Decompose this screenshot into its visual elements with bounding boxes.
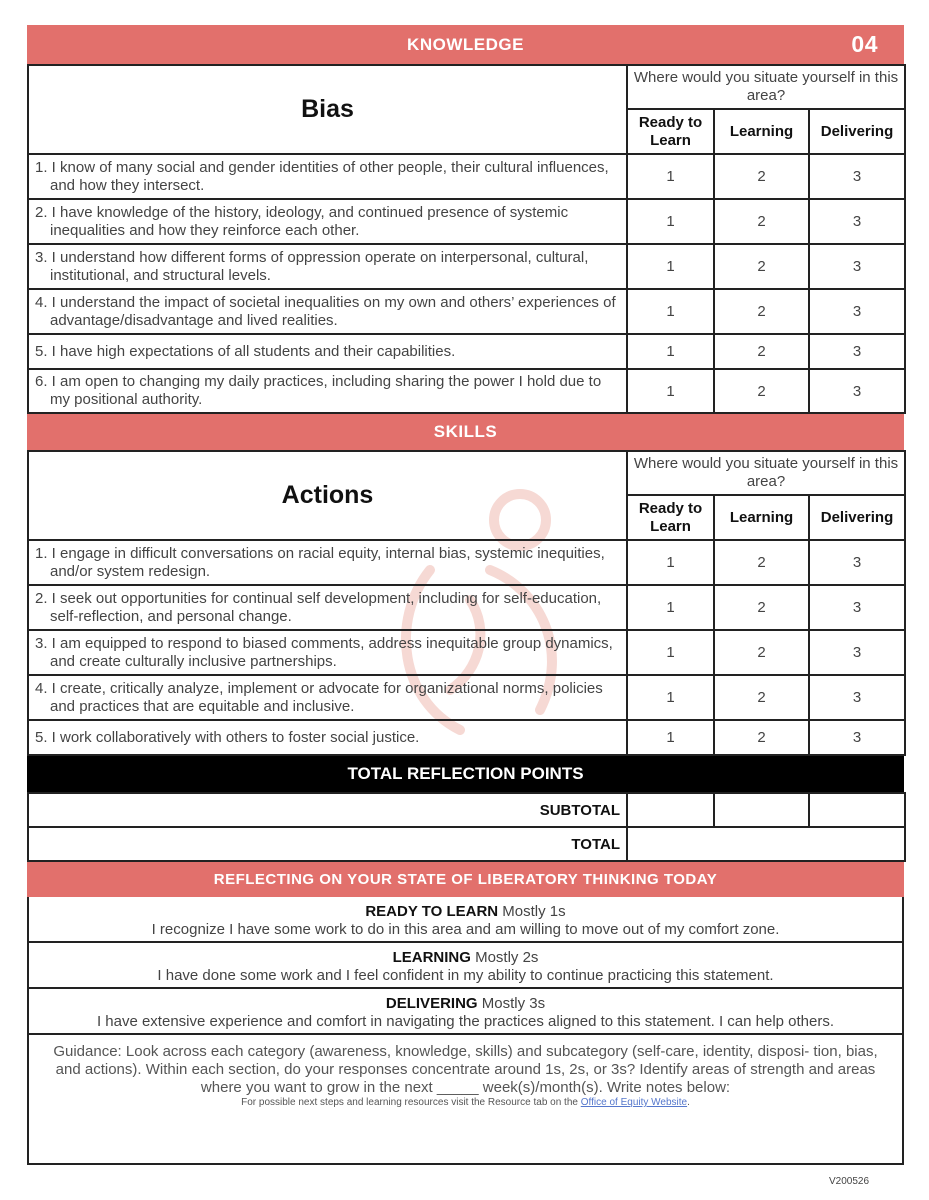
table-row [28, 720, 905, 755]
actions-table [27, 450, 906, 756]
actions-statement-1: 1. I engage in difficult conversations on racial equity, internal bias, systemic inequities, and/or system redesign. [35, 544, 605, 580]
level-name: READY TO LEARN [365, 903, 499, 920]
score-option-2[interactable]: 2 [714, 154, 809, 199]
score-option-1[interactable]: 1 [627, 244, 714, 289]
total-reflection-title: TOTAL REFLECTION POINTS [347, 764, 584, 783]
score-option-2[interactable]: 2 [714, 289, 809, 334]
subtotal-learning-field[interactable] [714, 793, 809, 827]
score-option-2[interactable]: 2 [714, 244, 809, 289]
actions-statement-5: 5. I work collaboratively with others to foster social justice. [35, 728, 420, 746]
resources-line [43, 1097, 888, 1109]
totals-table [27, 792, 906, 862]
level-delivering [29, 989, 902, 1035]
actions-question: Where would you situate yourself in this area? [627, 451, 905, 495]
actions-statement-2: 2. I seek out opportunities for continual self development, including for self-education, self-reflection, and personal change. [35, 589, 602, 625]
actions-col-ready: Ready to Learn [627, 495, 714, 540]
table-row [28, 199, 905, 244]
score-option-3[interactable]: 3 [809, 244, 905, 289]
knowledge-header-bar [27, 25, 904, 64]
reflecting-header-bar [27, 862, 904, 897]
bias-question: Where would you situate yourself in this area? [627, 65, 905, 109]
score-option-2[interactable]: 2 [714, 630, 809, 675]
bias-col-learning: Learning [714, 109, 809, 154]
bias-col-delivering: Delivering [809, 109, 905, 154]
resources-end: . [687, 1097, 690, 1108]
bias-col-ready: Ready to Learn [627, 109, 714, 154]
level-name: DELIVERING [385, 995, 478, 1012]
actions-col-delivering: Delivering [809, 495, 905, 540]
bias-statement-1: 1. I know of many social and gender identities of other people, their cultural influences, and how they intersect. [35, 158, 609, 194]
total-reflection-points-bar [27, 756, 904, 792]
total-field[interactable] [627, 827, 905, 861]
table-row [28, 585, 905, 630]
level-name: LEARNING [392, 949, 471, 966]
guidance-notes-area[interactable] [29, 1035, 902, 1163]
subtotal-label: SUBTOTAL [28, 793, 627, 827]
score-option-1[interactable]: 1 [627, 585, 714, 630]
total-label: TOTAL [28, 827, 627, 861]
knowledge-section-title: KNOWLEDGE [407, 35, 524, 54]
table-row [28, 630, 905, 675]
score-option-1[interactable]: 1 [627, 289, 714, 334]
score-option-2[interactable]: 2 [714, 720, 809, 755]
bias-statement-2: 2. I have knowledge of the history, ideology, and continued presence of systemic inequalities and how they reinforce each other. [35, 203, 569, 239]
level-range: Mostly 1s [502, 903, 566, 920]
skills-section-title: SKILLS [433, 422, 498, 441]
score-option-1[interactable]: 1 [627, 334, 714, 369]
table-row [28, 289, 905, 334]
score-option-3[interactable]: 3 [809, 289, 905, 334]
table-row [28, 369, 905, 413]
score-option-1[interactable]: 1 [627, 154, 714, 199]
score-option-2[interactable]: 2 [714, 675, 809, 720]
level-description: I have done some work and I feel confident in my ability to continue practicing this statement. [157, 967, 774, 984]
resources-text: For possible next steps and learning resources visit the Resource tab on the [241, 1097, 578, 1108]
score-option-3[interactable]: 3 [809, 630, 905, 675]
reflecting-title: REFLECTING ON YOUR STATE OF LIBERATORY THINKING TODAY [213, 871, 718, 888]
bias-category-title: Bias [28, 65, 627, 154]
actions-statement-4: 4. I create, critically analyze, implement or advocate for organizational norms, policies and practices that are equitable and inclusive. [35, 679, 603, 715]
score-option-1[interactable]: 1 [627, 675, 714, 720]
actions-statement-3: 3. I am equipped to respond to biased comments, address inequitable group dynamics, and create culturally inclusive partnerships. [35, 634, 613, 670]
score-option-3[interactable]: 3 [809, 585, 905, 630]
worksheet [27, 25, 904, 1165]
score-option-1[interactable]: 1 [627, 540, 714, 585]
version-code: V200526 [829, 1176, 870, 1187]
page-number: 04 [851, 31, 878, 57]
office-of-equity-link[interactable]: Office of Equity Website [580, 1097, 688, 1108]
score-option-3[interactable]: 3 [809, 675, 905, 720]
table-row [28, 540, 905, 585]
table-row [28, 334, 905, 369]
level-description: I recognize I have some work to do in this area and am willing to move out of my comfort zone. [151, 921, 780, 938]
bias-statement-3: 3. I understand how different forms of oppression operate on interpersonal, cultural, institutional, and structural levels. [35, 248, 589, 284]
score-option-3[interactable]: 3 [809, 334, 905, 369]
level-description: I have extensive experience and comfort in navigating the practices aligned to this statement. I can help others. [96, 1013, 835, 1030]
score-option-3[interactable]: 3 [809, 540, 905, 585]
reflecting-box [27, 897, 904, 1165]
level-range: Mostly 3s [481, 995, 546, 1012]
guidance-text: Guidance: Look across each category (awareness, knowledge, skills) and subcategory (self-care, identity, disposi- tion, bias, and actions). Within each section, do your responses concentrate around 1s, 2s, or 3s? Identify areas of strength and areas where you want to grow in the next _____ week(s)/month(s). Write notes below: [53, 1043, 878, 1096]
score-option-1[interactable]: 1 [627, 369, 714, 413]
score-option-1[interactable]: 1 [627, 199, 714, 244]
score-option-1[interactable]: 1 [627, 720, 714, 755]
table-row [28, 675, 905, 720]
score-option-3[interactable]: 3 [809, 199, 905, 244]
score-option-2[interactable]: 2 [714, 540, 809, 585]
score-option-2[interactable]: 2 [714, 585, 809, 630]
table-row [28, 154, 905, 199]
score-option-3[interactable]: 3 [809, 154, 905, 199]
bias-statement-4: 4. I understand the impact of societal inequalities on my own and others’ experiences of advantage/disadvantage and lived realities. [35, 293, 616, 329]
level-learning [29, 943, 902, 989]
level-ready-to-learn [29, 897, 902, 943]
score-option-3[interactable]: 3 [809, 720, 905, 755]
subtotal-delivering-field[interactable] [809, 793, 905, 827]
bias-statement-5: 5. I have high expectations of all students and their capabilities. [35, 342, 456, 360]
score-option-1[interactable]: 1 [627, 630, 714, 675]
actions-category-title: Actions [28, 451, 627, 540]
bias-table [27, 64, 906, 414]
score-option-2[interactable]: 2 [714, 334, 809, 369]
actions-col-learning: Learning [714, 495, 809, 540]
bias-statement-6: 6. I am open to changing my daily practices, including sharing the power I hold due to my positional authority. [35, 373, 602, 408]
table-row [28, 244, 905, 289]
skills-header-bar [27, 414, 904, 450]
level-range: Mostly 2s [475, 949, 539, 966]
score-option-2[interactable]: 2 [714, 369, 809, 413]
subtotal-ready-field[interactable] [627, 793, 714, 827]
score-option-3[interactable]: 3 [809, 369, 905, 413]
score-option-2[interactable]: 2 [714, 199, 809, 244]
